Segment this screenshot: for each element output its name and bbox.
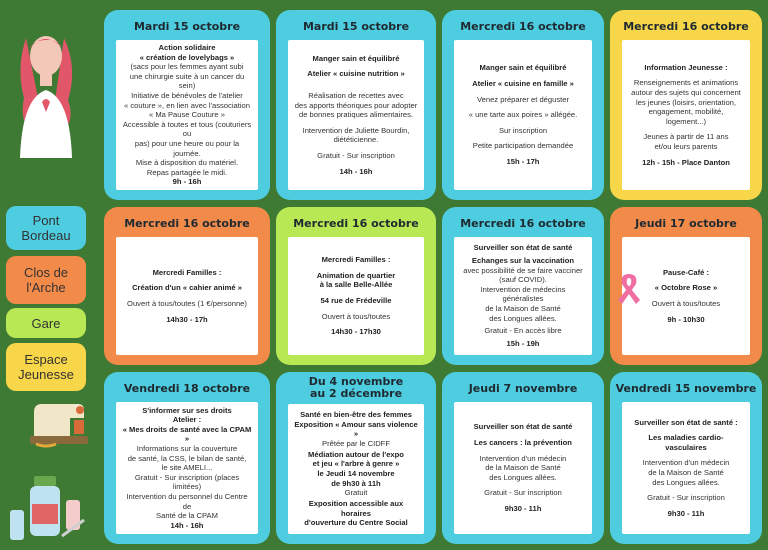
event-details — [116, 402, 258, 534]
detail-line: des apports théoriques pour adopter — [294, 100, 418, 110]
detail-line: « une tarte aux poires » allégée. — [468, 110, 578, 120]
detail-line: Ouvert à tous/toutes — [321, 311, 391, 321]
detail-line: Santé de la CPAM — [156, 511, 218, 521]
event-card — [610, 372, 762, 544]
detail-line: Ouvert à tous/toutes — [651, 299, 721, 308]
event-card — [104, 372, 270, 544]
detail-line-bold: 9h30 - 11h — [667, 508, 705, 518]
event-details — [454, 402, 592, 534]
detail-line: pas) pour une heure ou pour la journée. — [134, 138, 240, 158]
detail-line: Repas partagée le midi. — [146, 167, 228, 177]
detail-line: Jeunes à partir de 11 ans — [643, 132, 729, 142]
sewing-machine-illustration — [26, 398, 92, 450]
detail-line-bold: Les maladies cardio-vasculaires — [648, 433, 724, 452]
detail-line: des Longues allées. — [489, 313, 557, 323]
detail-line-bold: 15h - 17h — [506, 156, 540, 166]
detail-line: de bonnes pratiques alimentaires. — [299, 110, 413, 120]
detail-line: Gratuit - En accès libre — [484, 326, 562, 336]
detail-line-bold: Action solidaire — [158, 43, 216, 53]
detail-line: (sacs pour les femmes ayant subi — [130, 62, 244, 72]
event-details — [622, 402, 750, 534]
event-card — [276, 10, 436, 200]
detail-line: diététicienne. — [333, 135, 379, 145]
detail-line: Accessible à toutes et tous (couturiers ou — [122, 119, 252, 139]
detail-line-bold: Manger sain et équilibré — [479, 63, 567, 73]
event-date-title: Mercredi 16 octobre — [623, 20, 749, 33]
detail-line-bold: Création d'un « cahier animé » — [132, 283, 242, 293]
detail-line: Sur inscription — [498, 125, 548, 135]
event-details — [454, 237, 592, 355]
event-date-title: Jeudi 17 octobre — [635, 217, 737, 230]
detail-line-bold: Atelier : — [172, 415, 202, 425]
detail-line-bold: 14h - 16h — [339, 166, 373, 176]
detail-line-bold: « création de lovelybags » — [139, 52, 235, 62]
event-details — [288, 237, 424, 355]
detail-line: Venez préparer et déguster — [476, 94, 570, 104]
detail-line: de la Maison de Santé — [648, 468, 724, 477]
detail-line-bold: Animation de quartier — [316, 270, 396, 280]
detail-line: des Longues allées. — [489, 472, 557, 482]
event-card — [276, 207, 436, 365]
place-label: Gare — [31, 315, 61, 331]
event-details — [116, 40, 258, 190]
event-date-title: Mardi 15 octobre — [133, 20, 241, 33]
event-date-title: Jeudi 7 novembre — [468, 382, 578, 395]
detail-line-bold: 15h - 19h — [506, 339, 540, 349]
detail-line-bold: Santé en bien-être des femmes — [300, 410, 412, 419]
event-date-title: Du 4 novembre au 2 décembre — [308, 375, 404, 400]
event-card — [276, 372, 436, 544]
event-card — [610, 10, 762, 200]
detail-line: des Longues allées. — [652, 477, 720, 487]
detail-line: Gratuit - Sur inscription — [484, 488, 562, 498]
detail-line-bold: 9h - 16h — [172, 177, 202, 187]
detail-line: Initiative de bénévoles de l'atelier — [131, 91, 243, 101]
detail-line-bold: 14h - 16h — [170, 520, 204, 530]
detail-line: Ouvert à tous/toutes (1 €/personne) — [127, 299, 247, 308]
event-date-title: Mercredi 16 octobre — [460, 217, 586, 230]
event-card — [442, 372, 604, 544]
detail-line: de la Maison de Santé — [485, 303, 561, 313]
detail-line: Intervention d'un médecin — [479, 453, 567, 463]
event-date-title: Mercredi 16 octobre — [460, 20, 586, 33]
detail-line: « Ma Pause Couture » — [149, 110, 225, 120]
detail-line-bold: Exposition accessible aux horaires — [308, 499, 404, 518]
detail-line-bold: Information Jeunesse : — [644, 62, 728, 72]
detail-line: engagement, mobilité, logement...) — [648, 107, 724, 126]
detail-line-bold: 9h30 - 11h — [504, 503, 542, 513]
detail-line-bold: Médiation autour de l'expo — [308, 449, 404, 459]
place-label: Clos de l'Arche — [23, 265, 69, 295]
place-clos-de-l-arche — [6, 256, 86, 304]
detail-line: Intervention du personnel du Centre de — [126, 491, 248, 511]
detail-line-bold: de 9h30 à 11h — [331, 478, 381, 488]
detail-line-bold: à la salle Belle-Allée — [319, 280, 393, 290]
detail-line-bold: « Mes droits de santé avec la CPAM » — [122, 424, 252, 444]
detail-line: Gratuit - Sur inscription — [647, 493, 725, 503]
detail-line-bold: Atelier « cuisine en famille » — [472, 79, 574, 89]
detail-line-bold: Pause-Café : — [662, 267, 709, 277]
detail-line: (sauf COVID). — [499, 275, 547, 285]
detail-line: une chirurgie suite à un cancer du sein) — [129, 71, 245, 91]
detail-line-bold: Surveiller son état de santé — [473, 422, 573, 432]
event-card — [104, 10, 270, 200]
detail-line: Renseignements et animations — [633, 78, 739, 88]
event-date-title: Mardi 15 octobre — [302, 20, 410, 33]
detail-line: Informations sur la couverture — [136, 444, 238, 454]
detail-line: autour des sujets qui concernent — [631, 88, 741, 98]
detail-line: Intervention de Juliette Bourdin, — [302, 125, 410, 135]
event-details — [288, 40, 424, 190]
detail-line-bold: « Octobre Rose » — [654, 283, 718, 293]
detail-line-bold: 14h30 - 17h30 — [331, 327, 381, 337]
place-label: Pont Bordeau — [21, 213, 71, 243]
detail-line: Intervention de médecins généralistes — [480, 284, 566, 304]
detail-line: de santé, la CSS, le bilan de santé, — [127, 453, 247, 463]
detail-line-bold: Surveiller son état de santé : — [634, 417, 738, 427]
detail-line: Petite participation demandée — [472, 141, 574, 151]
place-espace-jeunesse — [6, 343, 86, 391]
detail-line: Réalisation de recettes avec — [308, 91, 404, 101]
event-details — [116, 237, 258, 355]
detail-line-bold: d'ouverture du Centre Social — [304, 518, 408, 528]
place-pont-bordeau — [6, 206, 86, 250]
detail-line-bold: 9h - 10h30 — [667, 314, 705, 324]
detail-line-bold: Les cancers : la prévention — [474, 438, 572, 448]
detail-line-bold: Exposition « Amour sans violence » — [294, 419, 418, 439]
detail-line-bold: et jeu « l'arbre à genre » — [312, 459, 400, 469]
detail-line: et/ou leurs parents — [654, 141, 718, 151]
detail-line-bold: Atelier « cuisine nutrition » — [307, 69, 405, 79]
detail-line: les jeunes (loisirs, orientation, — [635, 97, 737, 107]
event-date-title: Vendredi 15 novembre — [615, 382, 757, 395]
detail-line-bold: Echanges sur la vaccination — [471, 255, 575, 265]
detail-line: Gratuit - Sur inscription (places limitées) — [134, 472, 240, 492]
event-card — [442, 207, 604, 365]
woman-illustration — [6, 28, 90, 158]
detail-line-bold: Surveiller son état de santé — [473, 243, 573, 252]
event-details — [288, 404, 424, 534]
event-date-title: Vendredi 18 octobre — [123, 382, 251, 395]
detail-line: avec possibilité de se faire vacciner — [463, 265, 583, 275]
event-card — [442, 10, 604, 200]
detail-line-bold: Manger sain et équilibré — [312, 53, 400, 63]
detail-line-bold: 54 rue de Frédeville — [320, 296, 392, 305]
place-label: Espace Jeunesse — [18, 352, 74, 382]
event-date-title: Mercredi 16 octobre — [124, 217, 250, 230]
detail-line: Prêtée par le CIDFF — [322, 438, 390, 448]
detail-line: Gratuit - Sur inscription — [317, 150, 395, 160]
detail-line: le site AMELI... — [161, 463, 213, 473]
detail-line-bold: 12h - 15h - Place Danton — [642, 157, 730, 167]
place-gare — [6, 308, 86, 338]
detail-line: Intervention d'un médecin — [642, 458, 730, 468]
event-details — [454, 40, 592, 190]
event-details — [622, 40, 750, 190]
detail-line-bold: 14h30 - 17h — [166, 314, 208, 324]
detail-line-bold: Mercredi Familles : — [321, 255, 391, 265]
detail-line-bold: le Jeudi 14 novembre — [317, 469, 395, 478]
detail-line: Gratuit — [344, 488, 368, 498]
vaccine-vials-illustration — [6, 470, 86, 546]
detail-line: de la Maison de Santé — [485, 463, 561, 473]
event-date-title: Mercredi 16 octobre — [293, 217, 419, 230]
detail-line: Mise à disposition du matériel. — [135, 158, 239, 168]
detail-line-bold: S'informer sur ses droits — [142, 405, 232, 415]
detail-line-bold: Mercredi Familles : — [152, 267, 222, 277]
event-card — [104, 207, 270, 365]
pink-ribbon-icon — [616, 270, 642, 306]
detail-line: « couture », en lien avec l'association — [124, 100, 250, 110]
